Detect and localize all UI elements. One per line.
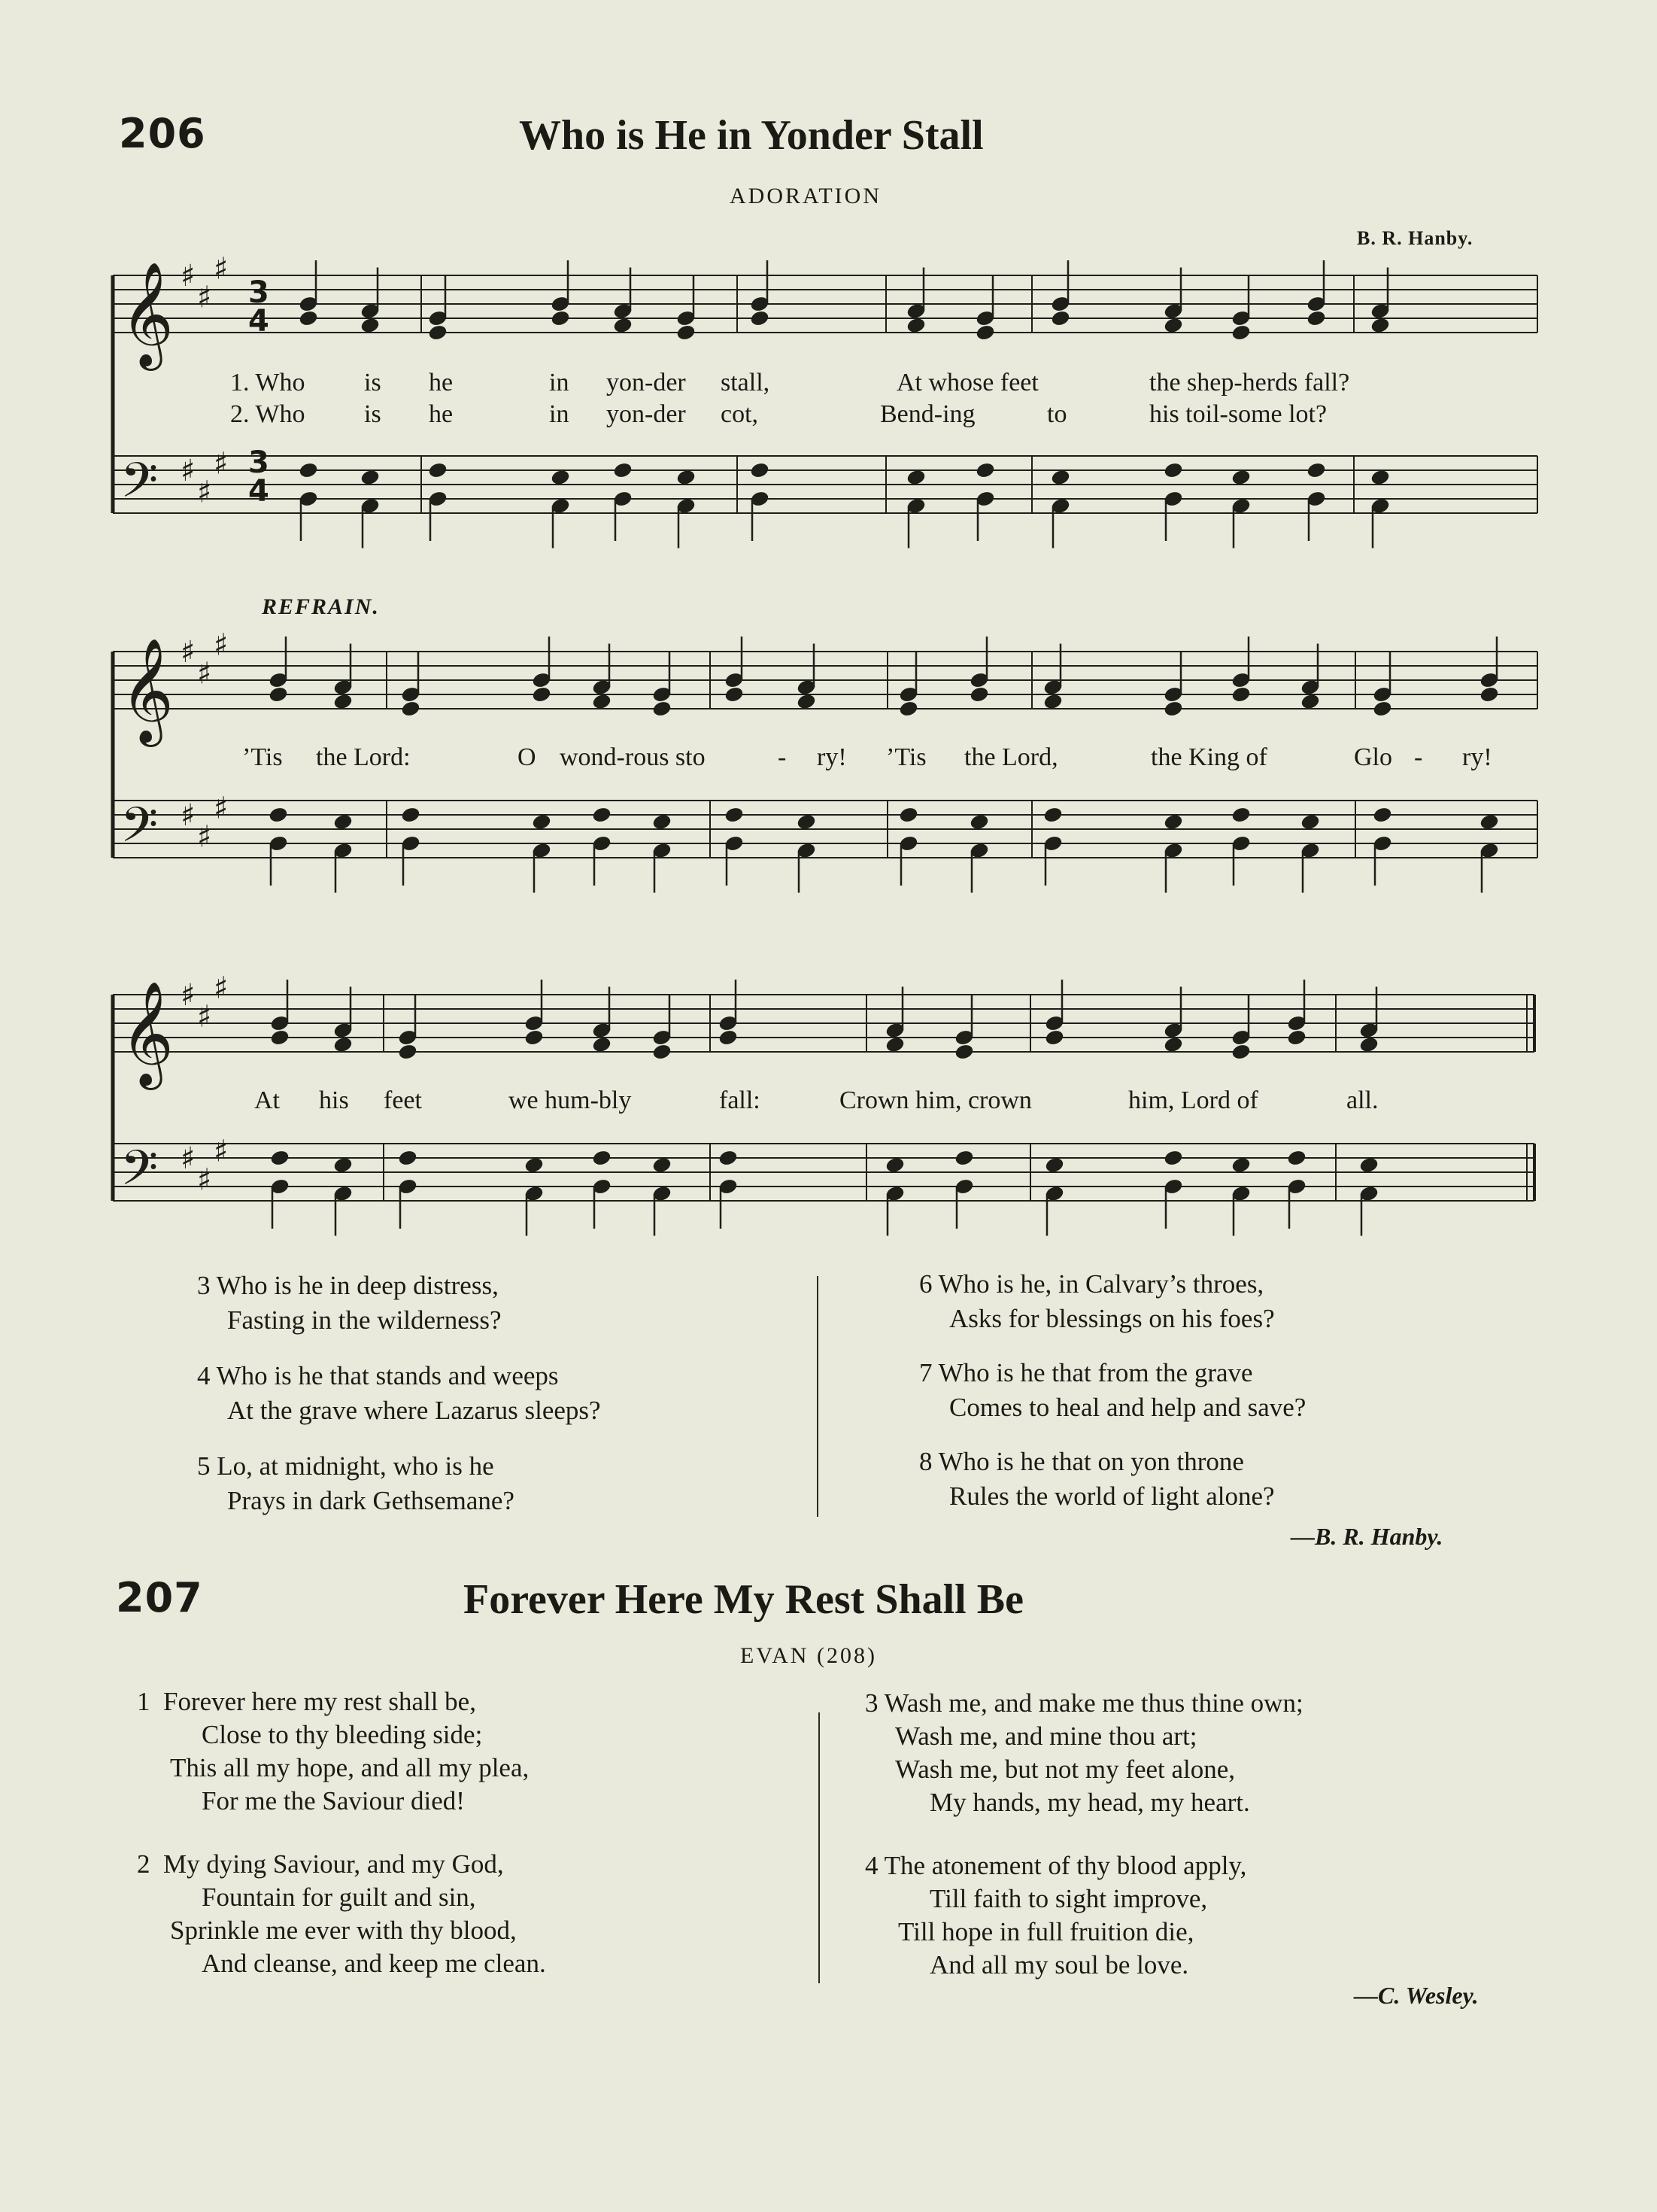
note-head — [1231, 1044, 1251, 1061]
note-head — [401, 807, 420, 824]
note-head — [613, 462, 633, 479]
note-head — [970, 813, 989, 831]
hymn-207-stanzas-left — [137, 1685, 546, 1980]
note-head — [270, 1029, 290, 1047]
note-head — [532, 686, 551, 703]
note-head — [750, 462, 769, 479]
note-head — [613, 317, 633, 334]
note-head — [885, 1036, 905, 1053]
note-head — [954, 1150, 974, 1167]
note-head — [1164, 1150, 1183, 1167]
note-head — [1479, 813, 1499, 831]
note-head — [652, 700, 672, 718]
note-head — [797, 693, 816, 710]
sharp-icon: ♯ — [181, 259, 196, 293]
note-head — [269, 807, 288, 824]
note-head — [1231, 686, 1251, 703]
note-head — [676, 469, 696, 486]
sharp-icon: ♯ — [181, 978, 196, 1013]
note-head — [885, 1156, 905, 1174]
note-head — [652, 1044, 672, 1061]
note-head — [954, 1044, 974, 1061]
note-head — [360, 469, 380, 486]
note-head — [333, 693, 353, 710]
stanza-1: 1 Forever here my rest shall be, Close to thy bleeding side; This all my hope, and all my plea, For me the Saviour died! — [137, 1687, 530, 1815]
note-head — [1231, 469, 1251, 486]
note-head — [401, 700, 420, 718]
hymn-206-composer: B. R. Hanby. — [1357, 227, 1473, 249]
note-head — [976, 324, 995, 342]
note-head — [970, 686, 989, 703]
sharp-icon: ♯ — [214, 251, 229, 287]
treble-time-signature: 3 4 — [248, 275, 269, 339]
note-head — [551, 469, 570, 486]
lyric: he — [429, 400, 454, 428]
lyric: - — [778, 743, 787, 771]
stanza-4: 4 The atonement of thy blood apply, Till faith to sight improve, Till hope in full fruition die, And all my soul be love. — [865, 1851, 1247, 1980]
hymn-207-author: —C. Wesley. — [1354, 1982, 1479, 2009]
note-head — [592, 1036, 612, 1053]
lyric: all. — [1346, 1086, 1379, 1114]
stanza-5: 5 Lo, at midnight, who is he Prays in dark Gethsemane? — [197, 1451, 514, 1515]
note-head — [750, 310, 769, 327]
note-head — [1359, 1036, 1379, 1053]
hymn-207-number: 207 — [116, 1574, 203, 1621]
lyric: in — [549, 400, 569, 428]
lyric: the Lord: — [316, 743, 411, 771]
lyric: ’Tis — [242, 743, 283, 771]
lyric: ry! — [817, 743, 847, 771]
stanza-3: 3 Wash me, and make me thus thine own; Wash me, and mine thou art; Wash me, but not my feet alone, My hands, my head, my heart. — [865, 1688, 1303, 1817]
hymn-206-number: 206 — [119, 110, 206, 157]
lyric: the shep-herds fall? — [1149, 369, 1350, 397]
note-head — [398, 1044, 417, 1061]
note-head — [1051, 310, 1070, 327]
lyric: Crown him, crown — [839, 1086, 1032, 1114]
note-head — [333, 1036, 353, 1053]
note-head — [360, 317, 380, 334]
note-head — [1373, 807, 1392, 824]
note-head — [1287, 1029, 1306, 1047]
sharp-icon: ♯ — [214, 627, 229, 663]
note-head — [1373, 700, 1392, 718]
note-head — [1370, 317, 1390, 334]
note-head — [797, 813, 816, 831]
lyric: feet — [384, 1086, 422, 1114]
treble-clef-icon: 𝄞 — [120, 638, 174, 743]
note-head — [333, 813, 353, 831]
note-head — [1300, 813, 1320, 831]
note-head — [1370, 469, 1390, 486]
note-head — [718, 1150, 738, 1167]
note-head — [1306, 462, 1326, 479]
lyric: ry! — [1462, 743, 1492, 771]
sharp-icon: ♯ — [197, 280, 212, 315]
hymn-206-title: Who is He in Yonder Stall — [519, 112, 984, 159]
lyric: cot, — [721, 400, 759, 428]
hymn-207-title: Forever Here My Rest Shall Be — [463, 1576, 1024, 1623]
sharp-icon: ♯ — [197, 656, 212, 691]
hymn-207-stanzas-right — [865, 1687, 1303, 1982]
lyric: we hum-bly — [508, 1086, 632, 1114]
note-head — [532, 813, 551, 831]
note-head — [1231, 1156, 1251, 1174]
lyric: is — [364, 369, 381, 397]
stanza-2: 2 My dying Saviour, and my God, Fountain for guilt and sin, Sprinkle me ever with thy blood, And cleanse, and keep me clean. — [137, 1849, 546, 1978]
lyric: Bend-ing — [880, 400, 976, 428]
note-head — [899, 807, 918, 824]
note-head — [652, 1156, 672, 1174]
sharp-icon: ♯ — [214, 971, 229, 1006]
note-head — [906, 317, 926, 334]
lyric: Glo — [1354, 743, 1392, 771]
note-head — [1051, 469, 1070, 486]
lyric: the King of — [1151, 743, 1267, 771]
note-head — [1164, 700, 1183, 718]
note-head — [1306, 310, 1326, 327]
lyric: At whose feet — [897, 369, 1039, 397]
sharp-icon: ♯ — [197, 819, 212, 855]
note-head — [718, 1029, 738, 1047]
stanza-3: 3 Who is he in deep distress, Fasting in the wilderness? — [197, 1271, 502, 1335]
note-head — [724, 686, 744, 703]
note-head — [1359, 1156, 1379, 1174]
column-divider — [817, 1276, 818, 1517]
lyric: his toil-some lot? — [1149, 400, 1328, 428]
hymn-207-tune: EVAN (208) — [740, 1643, 877, 1668]
note-head — [524, 1029, 544, 1047]
sharp-icon: ♯ — [197, 999, 212, 1035]
bass-clef-icon: 𝄢 — [120, 798, 159, 865]
note-head — [398, 1150, 417, 1167]
note-head — [1287, 1150, 1306, 1167]
lyric: yon-der — [606, 400, 686, 428]
bass-clef-icon: 𝄢 — [120, 1141, 159, 1208]
lyric: wond-rous sto — [560, 743, 706, 771]
hymn-206-stanzas-right — [919, 1267, 1306, 1514]
lyric: O — [517, 743, 536, 771]
stanza-8: 8 Who is he that on yon throne Rules the world of light alone? — [919, 1447, 1275, 1511]
lyric: 1. Who — [230, 369, 305, 397]
hymn-206-stanzas-left — [197, 1269, 601, 1518]
bass-clef-icon: 𝄢 — [120, 453, 159, 521]
note-head — [269, 686, 288, 703]
sharp-icon: ♯ — [214, 791, 229, 826]
lyric: ’Tis — [886, 743, 927, 771]
note-head — [1164, 462, 1183, 479]
note-head — [299, 462, 318, 479]
note-head — [1043, 693, 1063, 710]
note-head — [270, 1150, 290, 1167]
column-divider — [818, 1712, 820, 1983]
note-head — [524, 1156, 544, 1174]
note-head — [551, 310, 570, 327]
note-head — [428, 462, 448, 479]
lyric: stall, — [721, 369, 770, 397]
note-head — [906, 469, 926, 486]
sharp-icon: ♯ — [181, 635, 196, 670]
note-head — [592, 693, 612, 710]
bass-time-signature: 3 4 — [248, 445, 269, 509]
lyric: him, Lord of — [1128, 1086, 1258, 1114]
lyric: to — [1047, 400, 1067, 428]
note-head — [592, 807, 612, 824]
lyric: he — [429, 369, 454, 397]
lyric: At — [254, 1086, 280, 1114]
sharp-icon: ♯ — [214, 1134, 229, 1169]
note-head — [652, 813, 672, 831]
note-head — [1045, 1156, 1064, 1174]
stanza-4: 4 Who is he that stands and weeps At the grave where Lazarus sleeps? — [197, 1361, 601, 1425]
note-head — [428, 324, 448, 342]
sharp-icon: ♯ — [181, 1141, 196, 1176]
sharp-icon: ♯ — [197, 475, 212, 510]
note-head — [592, 1150, 612, 1167]
hymn-206-tune: ADORATION — [730, 184, 882, 208]
lyric: yon-der — [606, 369, 686, 397]
lyric: his — [319, 1086, 349, 1114]
note-head — [333, 1156, 353, 1174]
note-head — [1043, 807, 1063, 824]
hymn-206-author: —B. R. Hanby. — [1291, 1523, 1443, 1550]
stanza-6: 6 Who is he, in Calvary’s throes, Asks for blessings on his foes? — [919, 1269, 1275, 1333]
note-head — [676, 324, 696, 342]
sharp-icon: ♯ — [214, 446, 229, 482]
lyric: fall: — [719, 1086, 760, 1114]
note-head — [724, 807, 744, 824]
note-head — [976, 462, 995, 479]
note-head — [1231, 324, 1251, 342]
lyric: is — [364, 400, 381, 428]
note-head — [1164, 1036, 1183, 1053]
lyric: 2. Who — [230, 400, 305, 428]
treble-clef-icon: 𝄞 — [120, 262, 174, 366]
sharp-icon: ♯ — [181, 798, 196, 833]
lyric: the Lord, — [964, 743, 1058, 771]
note-head — [1164, 317, 1183, 334]
note-head — [299, 310, 318, 327]
sharp-icon: ♯ — [197, 1162, 212, 1198]
lyric: - — [1414, 743, 1423, 771]
note-head — [1164, 813, 1183, 831]
note-head — [1045, 1029, 1064, 1047]
note-head — [1231, 807, 1251, 824]
stanza-7: 7 Who is he that from the grave Comes to heal and help and save? — [919, 1358, 1306, 1422]
note-head — [1300, 693, 1320, 710]
note-head — [899, 700, 918, 718]
treble-clef-icon: 𝄞 — [120, 981, 174, 1086]
lyric: in — [549, 369, 569, 397]
sharp-icon: ♯ — [181, 454, 196, 488]
note-head — [1479, 686, 1499, 703]
refrain-label: REFRAIN. — [262, 594, 380, 619]
